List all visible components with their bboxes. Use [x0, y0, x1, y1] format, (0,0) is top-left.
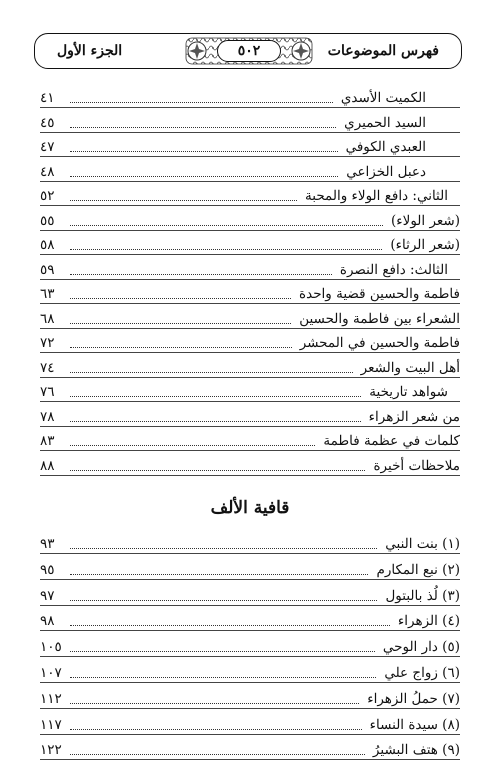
header-left-title: الجزء الأول [57, 43, 123, 59]
dot-leader [70, 101, 333, 103]
toc-entry-title: (٣) لُذ بالبتول [385, 587, 460, 604]
toc-entry-title: أهل البيت والشعر [360, 359, 460, 376]
toc-entry[interactable] [40, 305, 460, 329]
toc-entry[interactable] [40, 736, 460, 760]
dot-leader [70, 224, 383, 226]
toc-entry-title: فاطمة والحسين في المحشر [299, 335, 460, 351]
dot-leader [70, 599, 377, 601]
dot-leader [70, 297, 291, 299]
dot-leader [70, 573, 368, 575]
toc-entry[interactable] [40, 582, 460, 606]
toc-entry[interactable] [40, 452, 460, 476]
toc-entry-page: ٤٨ [40, 163, 55, 180]
running-header [34, 33, 462, 69]
row-divider [40, 630, 460, 631]
row-divider [40, 605, 460, 606]
toc-entry-title: (٨) سيدة النساء [369, 716, 460, 733]
dot-leader [70, 273, 332, 275]
toc-entry-page: ٥٨ [40, 237, 55, 253]
toc-entry-title: (٤) الزهراء [397, 613, 460, 630]
dot-leader [70, 469, 365, 471]
dot-leader [70, 395, 361, 397]
toc-entry-page: ٩٧ [40, 587, 55, 604]
dot-leader [70, 676, 376, 678]
toc-entry[interactable] [40, 556, 460, 580]
toc-entry-title: ملاحظات أخيرة [373, 457, 460, 474]
toc-entry-page: ١٠٧ [40, 665, 62, 681]
row-divider [40, 708, 460, 709]
toc-entry[interactable] [40, 231, 460, 255]
dot-leader [70, 199, 297, 201]
toc-entry-title: (٩) هتف البشيرُ [372, 742, 460, 759]
toc-entry-page: ٨٨ [40, 457, 55, 474]
row-divider [40, 579, 460, 580]
toc-entry-title: الثالث: دافع النصرة [339, 261, 448, 278]
toc-entry-page: ١٠٥ [40, 639, 62, 656]
toc-entry-title: الثاني: دافع الولاء والمحبة [305, 188, 448, 204]
toc-entry-title: فاطمة والحسين قضية واحدة [299, 286, 460, 302]
dot-leader [70, 346, 292, 348]
toc-entry-page: ٩٨ [40, 613, 55, 630]
toc-entry-page: ٤١ [40, 90, 55, 106]
toc-entry[interactable] [40, 659, 460, 683]
toc-entry[interactable] [40, 109, 460, 133]
dot-leader [70, 547, 377, 549]
dot-leader [70, 702, 359, 704]
row-divider [40, 656, 460, 657]
toc-entry-title: (١) بنت النبي [385, 536, 460, 552]
toc-entry[interactable] [40, 158, 460, 182]
toc-entry-title: (٦) زواج علي [384, 665, 460, 681]
toc-entry[interactable] [40, 84, 460, 108]
row-divider [40, 759, 460, 760]
toc-entry-page: ٥٩ [40, 261, 55, 278]
toc-entry-page: ٨٣ [40, 433, 55, 449]
toc-entry-page: ٧٢ [40, 335, 55, 351]
toc-entry-page: ١٢٢ [40, 742, 62, 759]
toc-entry[interactable] [40, 354, 460, 378]
dot-leader [70, 248, 382, 250]
dot-leader [70, 420, 361, 422]
dot-leader [70, 371, 353, 373]
toc-entry[interactable] [40, 182, 460, 206]
toc-entry-title: من شعر الزهراء [368, 408, 460, 425]
dot-leader [70, 444, 315, 446]
toc-entry[interactable] [40, 685, 460, 709]
row-divider [40, 734, 460, 735]
toc-entry[interactable] [40, 280, 460, 304]
toc-entry[interactable] [40, 633, 460, 657]
toc-entry[interactable] [40, 329, 460, 353]
toc-entry-title: (شعر الولاء) [391, 212, 460, 229]
section-heading: قافية الألف [210, 498, 290, 518]
toc-entry-page: ١١٢ [40, 690, 62, 707]
toc-entry[interactable] [40, 207, 460, 231]
toc-entry-title: (٥) دار الوحي [382, 639, 460, 656]
toc-entry[interactable] [40, 378, 460, 402]
toc-entry-title: (٢) نبع المكارم [376, 561, 460, 578]
dot-leader [70, 175, 338, 177]
toc-entry-title: دعبل الخزاعي [346, 163, 426, 180]
page-number: ٥٠٢ [217, 40, 281, 62]
toc-entry-title: شواهد تاريخية [369, 384, 448, 400]
toc-entry-title: كلمات في عظمة فاطمة [323, 433, 460, 449]
dot-leader [70, 624, 390, 626]
dot-leader [70, 728, 362, 730]
toc-entry-page: ٧٤ [40, 359, 55, 376]
toc-entry-page: ١١٧ [40, 716, 62, 733]
toc-entry-title: العبدي الكوفي [345, 139, 426, 155]
toc-entry-title: (شعر الرثاء) [390, 237, 460, 253]
toc-entry-page: ٩٥ [40, 561, 55, 578]
row-divider [40, 475, 460, 476]
toc-entry[interactable] [40, 133, 460, 157]
toc-entry-page: ٧٨ [40, 408, 55, 425]
toc-entry[interactable] [40, 256, 460, 280]
toc-entry-page: ٦٨ [40, 310, 55, 327]
toc-entry[interactable] [40, 427, 460, 451]
toc-entry-page: ٩٣ [40, 536, 55, 552]
toc-entry-title: الكميت الأسدي [340, 90, 426, 106]
toc-entry[interactable] [40, 530, 460, 554]
toc-entry-page: ٥٥ [40, 212, 55, 229]
header-right-title: فهرس الموضوعات [327, 43, 439, 59]
toc-entry-page: ٤٧ [40, 139, 55, 155]
toc-entry-page: ٥٢ [40, 188, 55, 204]
toc-entry-title: السيد الحميري [344, 114, 426, 131]
toc-entry[interactable] [40, 607, 460, 631]
toc-entry-page: ٦٣ [40, 286, 55, 302]
toc-entry-title: (٧) حملُ الزهراء [367, 690, 460, 707]
dot-leader [70, 126, 336, 128]
dot-leader [70, 753, 365, 755]
dot-leader [70, 150, 338, 152]
toc-entry-page: ٤٥ [40, 114, 55, 131]
dot-leader [70, 322, 291, 324]
row-divider [40, 553, 460, 554]
toc-entry-title: الشعراء بين فاطمة والحسين [299, 310, 460, 327]
toc-entry-page: ٧٦ [40, 384, 55, 400]
toc-entry[interactable] [40, 403, 460, 427]
dot-leader [70, 650, 375, 652]
row-divider [40, 682, 460, 683]
toc-entry[interactable] [40, 711, 460, 735]
